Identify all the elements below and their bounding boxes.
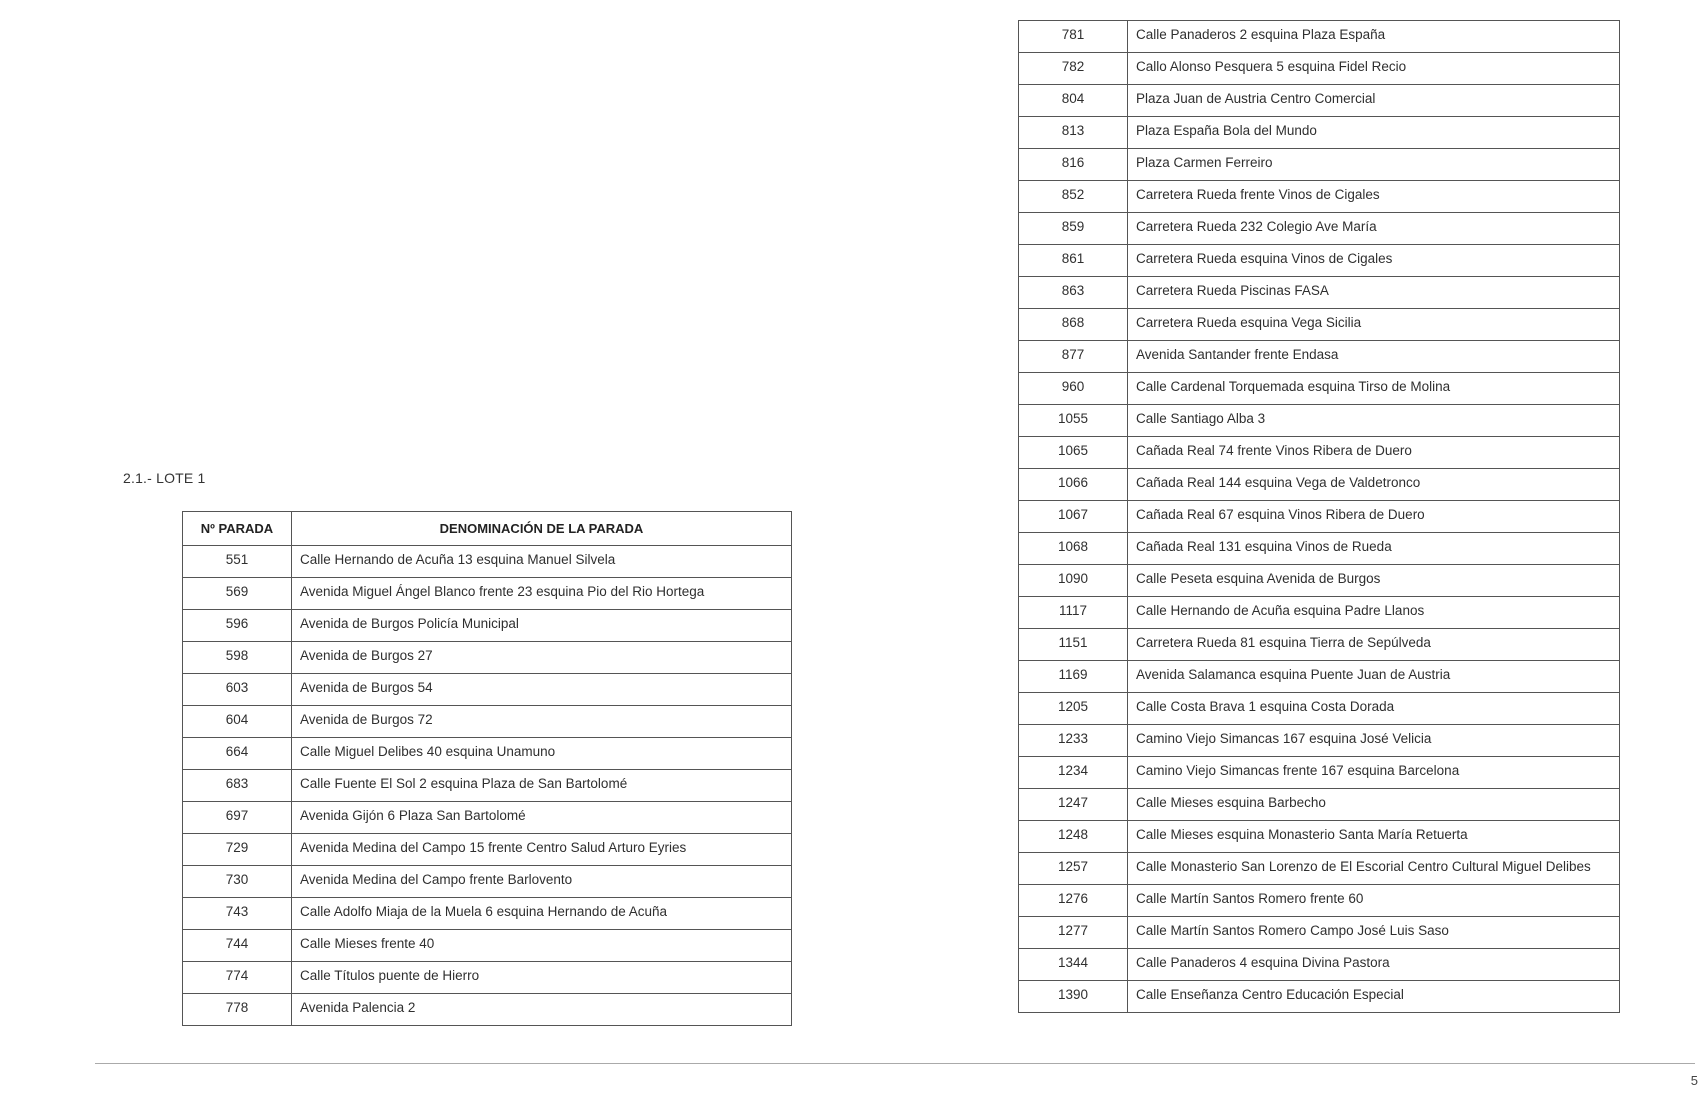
table-row (183, 738, 792, 770)
stop-number: 598 (183, 642, 292, 674)
stop-number: 1055 (1019, 405, 1128, 437)
table-row (1019, 757, 1620, 789)
stop-number: 604 (183, 706, 292, 738)
stop-name: Plaza Juan de Austria Centro Comercial (1128, 85, 1620, 117)
table-row (183, 546, 792, 578)
table-row (1019, 597, 1620, 629)
table-row (1019, 85, 1620, 117)
stop-number: 1068 (1019, 533, 1128, 565)
stop-number: 1066 (1019, 469, 1128, 501)
stop-name: Calle Mieses esquina Barbecho (1128, 789, 1620, 821)
table-row (183, 610, 792, 642)
stop-number: 1247 (1019, 789, 1128, 821)
stop-number: 569 (183, 578, 292, 610)
stop-number: 868 (1019, 309, 1128, 341)
stop-name: Calle Fuente El Sol 2 esquina Plaza de San Bartolomé (292, 770, 792, 802)
stop-name: Avenida Medina del Campo 15 frente Centro Salud Arturo Eyries (292, 834, 792, 866)
table-row (1019, 437, 1620, 469)
table-row (183, 674, 792, 706)
stop-name: Cañada Real 144 esquina Vega de Valdetronco (1128, 469, 1620, 501)
table-row (183, 994, 792, 1026)
stop-name: Carretera Rueda 232 Colegio Ave María (1128, 213, 1620, 245)
table-row (1019, 149, 1620, 181)
section-heading: 2.1.- LOTE 1 (123, 470, 206, 486)
table-row (1019, 469, 1620, 501)
stop-number: 877 (1019, 341, 1128, 373)
table-row (1019, 917, 1620, 949)
stop-name: Calle Cardenal Torquemada esquina Tirso de Molina (1128, 373, 1620, 405)
stop-name: Calle Panaderos 2 esquina Plaza España (1128, 21, 1620, 53)
stop-name: Carretera Rueda frente Vinos de Cigales (1128, 181, 1620, 213)
stop-number: 603 (183, 674, 292, 706)
table-row (1019, 53, 1620, 85)
table-row (183, 706, 792, 738)
page-number: 5 (1690, 1073, 1698, 1088)
stop-name: Avenida Salamanca esquina Puente Juan de Austria (1128, 661, 1620, 693)
stop-number: 1090 (1019, 565, 1128, 597)
table-row (183, 802, 792, 834)
stop-name: Calle Costa Brava 1 esquina Costa Dorada (1128, 693, 1620, 725)
stop-number: 1277 (1019, 917, 1128, 949)
stop-name: Avenida de Burgos 27 (292, 642, 792, 674)
table-row (1019, 277, 1620, 309)
table-row (1019, 661, 1620, 693)
table-row (1019, 789, 1620, 821)
stop-number: 730 (183, 866, 292, 898)
table-row (1019, 21, 1620, 53)
table-row (1019, 949, 1620, 981)
stop-number: 782 (1019, 53, 1128, 85)
table-row (1019, 405, 1620, 437)
stop-name: Plaza España Bola del Mundo (1128, 117, 1620, 149)
stop-name: Calle Enseñanza Centro Educación Especial (1128, 981, 1620, 1013)
stop-number: 729 (183, 834, 292, 866)
table-row (1019, 981, 1620, 1013)
stop-number: 863 (1019, 277, 1128, 309)
stop-number: 596 (183, 610, 292, 642)
table-row (1019, 213, 1620, 245)
stop-name: Calle Mieses esquina Monasterio Santa María Retuerta (1128, 821, 1620, 853)
stop-name: Camino Viejo Simancas frente 167 esquina Barcelona (1128, 757, 1620, 789)
table-row (183, 898, 792, 930)
table-row (183, 770, 792, 802)
stop-number: 1276 (1019, 885, 1128, 917)
stop-number: 683 (183, 770, 292, 802)
stop-name: Calle Hernando de Acuña esquina Padre Llanos (1128, 597, 1620, 629)
stop-name: Avenida Palencia 2 (292, 994, 792, 1026)
stop-number: 813 (1019, 117, 1128, 149)
table-row (1019, 501, 1620, 533)
stop-name: Calle Monasterio San Lorenzo de El Escorial Centro Cultural Miguel Delibes (1128, 853, 1620, 885)
stop-number: 1205 (1019, 693, 1128, 725)
stop-name: Avenida Gijón 6 Plaza San Bartolomé (292, 802, 792, 834)
table-header-row (183, 512, 792, 546)
stop-name: Cañada Real 131 esquina Vinos de Rueda (1128, 533, 1620, 565)
table-row (1019, 181, 1620, 213)
table-row (1019, 565, 1620, 597)
stop-number: 1248 (1019, 821, 1128, 853)
stop-number: 664 (183, 738, 292, 770)
table-row (1019, 693, 1620, 725)
stops-table-left (182, 511, 792, 1026)
stop-number: 781 (1019, 21, 1128, 53)
stop-number: 859 (1019, 213, 1128, 245)
table-row (1019, 853, 1620, 885)
stop-name: Carretera Rueda Piscinas FASA (1128, 277, 1620, 309)
stop-name: Calle Martín Santos Romero frente 60 (1128, 885, 1620, 917)
stop-number: 1390 (1019, 981, 1128, 1013)
table-row (1019, 341, 1620, 373)
stop-number: 744 (183, 930, 292, 962)
stop-number: 774 (183, 962, 292, 994)
stop-name: Calle Martín Santos Romero Campo José Luis Saso (1128, 917, 1620, 949)
stop-name: Calle Mieses frente 40 (292, 930, 792, 962)
table-row (1019, 309, 1620, 341)
table-row (1019, 885, 1620, 917)
column-header-stop-number: Nº PARADA (183, 512, 292, 546)
table-row (1019, 245, 1620, 277)
stop-name: Carretera Rueda 81 esquina Tierra de Sepúlveda (1128, 629, 1620, 661)
stop-name: Calle Peseta esquina Avenida de Burgos (1128, 565, 1620, 597)
stop-name: Avenida de Burgos Policía Municipal (292, 610, 792, 642)
stop-name: Calle Santiago Alba 3 (1128, 405, 1620, 437)
footer-divider (95, 1063, 1695, 1064)
table-row (183, 962, 792, 994)
stop-name: Avenida de Burgos 54 (292, 674, 792, 706)
stop-name: Carretera Rueda esquina Vega Sicilia (1128, 309, 1620, 341)
table-row (183, 930, 792, 962)
stop-number: 960 (1019, 373, 1128, 405)
stop-number: 816 (1019, 149, 1128, 181)
table-row (183, 866, 792, 898)
table-row (1019, 117, 1620, 149)
stop-name: Callo Alonso Pesquera 5 esquina Fidel Recio (1128, 53, 1620, 85)
stop-name: Plaza Carmen Ferreiro (1128, 149, 1620, 181)
table-row (183, 642, 792, 674)
stop-name: Calle Miguel Delibes 40 esquina Unamuno (292, 738, 792, 770)
stop-number: 852 (1019, 181, 1128, 213)
stops-table-right (1018, 20, 1620, 1013)
table-row (1019, 629, 1620, 661)
stop-number: 1234 (1019, 757, 1128, 789)
stop-name: Calle Títulos puente de Hierro (292, 962, 792, 994)
stop-number: 1233 (1019, 725, 1128, 757)
stop-number: 551 (183, 546, 292, 578)
stop-name: Avenida de Burgos 72 (292, 706, 792, 738)
table-row (1019, 821, 1620, 853)
table-row (1019, 725, 1620, 757)
stop-number: 1117 (1019, 597, 1128, 629)
stop-name: Cañada Real 74 frente Vinos Ribera de Duero (1128, 437, 1620, 469)
stop-number: 1067 (1019, 501, 1128, 533)
table-row (1019, 533, 1620, 565)
table-row (183, 834, 792, 866)
stop-number: 778 (183, 994, 292, 1026)
stop-number: 1151 (1019, 629, 1128, 661)
stop-name: Cañada Real 67 esquina Vinos Ribera de Duero (1128, 501, 1620, 533)
stop-name: Calle Adolfo Miaja de la Muela 6 esquina Hernando de Acuña (292, 898, 792, 930)
stop-name: Avenida Medina del Campo frente Barlovento (292, 866, 792, 898)
stop-number: 1344 (1019, 949, 1128, 981)
stop-name: Calle Panaderos 4 esquina Divina Pastora (1128, 949, 1620, 981)
column-header-stop-name: DENOMINACIÓN DE LA PARADA (292, 512, 792, 546)
stop-number: 697 (183, 802, 292, 834)
stop-name: Calle Hernando de Acuña 13 esquina Manuel Silvela (292, 546, 792, 578)
table-row (183, 578, 792, 610)
stop-number: 1065 (1019, 437, 1128, 469)
stop-number: 1169 (1019, 661, 1128, 693)
stop-name: Avenida Miguel Ángel Blanco frente 23 esquina Pio del Rio Hortega (292, 578, 792, 610)
stop-number: 804 (1019, 85, 1128, 117)
stop-number: 1257 (1019, 853, 1128, 885)
stop-name: Camino Viejo Simancas 167 esquina José Velicia (1128, 725, 1620, 757)
stop-name: Carretera Rueda esquina Vinos de Cigales (1128, 245, 1620, 277)
stop-number: 743 (183, 898, 292, 930)
stop-number: 861 (1019, 245, 1128, 277)
stop-name: Avenida Santander frente Endasa (1128, 341, 1620, 373)
table-row (1019, 373, 1620, 405)
